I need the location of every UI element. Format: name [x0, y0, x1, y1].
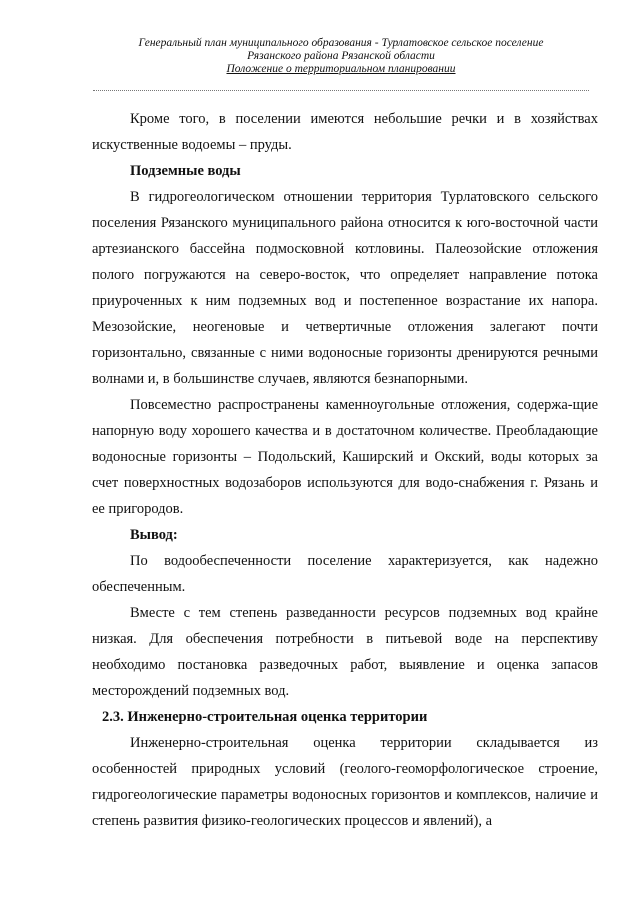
document-body: [92, 106, 598, 834]
paragraph-1: Кроме того, в поселении имеются небольшие речки и в хозяйствах искуственные водоемы – пруды.: [92, 111, 598, 153]
paragraph-6: Инженерно-строительная оценка территории складывается из особенностей природных условий (геолого-геоморфологическое строение, гидрогеологические параметры водоносных горизонтов и комплексов, наличие и степень развития физико-геологических процессов и явлений), а: [92, 735, 598, 829]
heading-groundwater: Подземные воды: [130, 163, 241, 179]
header-line-1: Генеральный план муниципального образования - Турлатовское сельское поселение: [138, 37, 544, 49]
heading-conclusion: Вывод:: [130, 527, 178, 543]
paragraph-4: По водообеспеченности поселение характеризуется, как надежно обеспеченным.: [92, 553, 598, 595]
paragraph-5: Вместе с тем степень разведанности ресурсов подземных вод крайне низкая. Для обеспечения потребности в питьевой воде на перспективу необходимо постановка разведочных работ, выявление и оценка запасов месторождений подземных вод.: [92, 605, 598, 699]
heading-section-2-3: 2.3. Инженерно-строительная оценка территории: [102, 709, 428, 725]
running-header: [92, 37, 590, 76]
header-divider: [93, 90, 589, 91]
paragraph-3: Повсеместно распространены каменноугольные отложения, содержа-щие напорную воду хорошего качества и в достаточном количестве. Преобладающие водоносные горизонты – Подольский, Каширский и Окский, воды которых за счет поверхностных водозаборов используются для водо-снабжения г. Рязань и ее пригородов.: [92, 397, 598, 517]
header-line-3: Положение о территориальном планировании: [226, 63, 456, 75]
header-line-2: Рязанского района Рязанской области: [247, 50, 435, 62]
paragraph-2: В гидрогеологическом отношении территория Турлатовского сельского поселения Рязанского муниципального района относится к юго-восточной части артезианского бассейна подмосковной котловины. Палеозойские отложения полого погружаются на северо-восток, что определяет направление потока приуроченных к ним подземных вод и постепенное возрастание их напора. Мезозойские, неогеновые и четвертичные отложения залегают почти горизонтально, связанные с ними водоносные горизонты дренируются речными волнами и, в большинстве случаев, являются безнапорными.: [92, 189, 598, 387]
